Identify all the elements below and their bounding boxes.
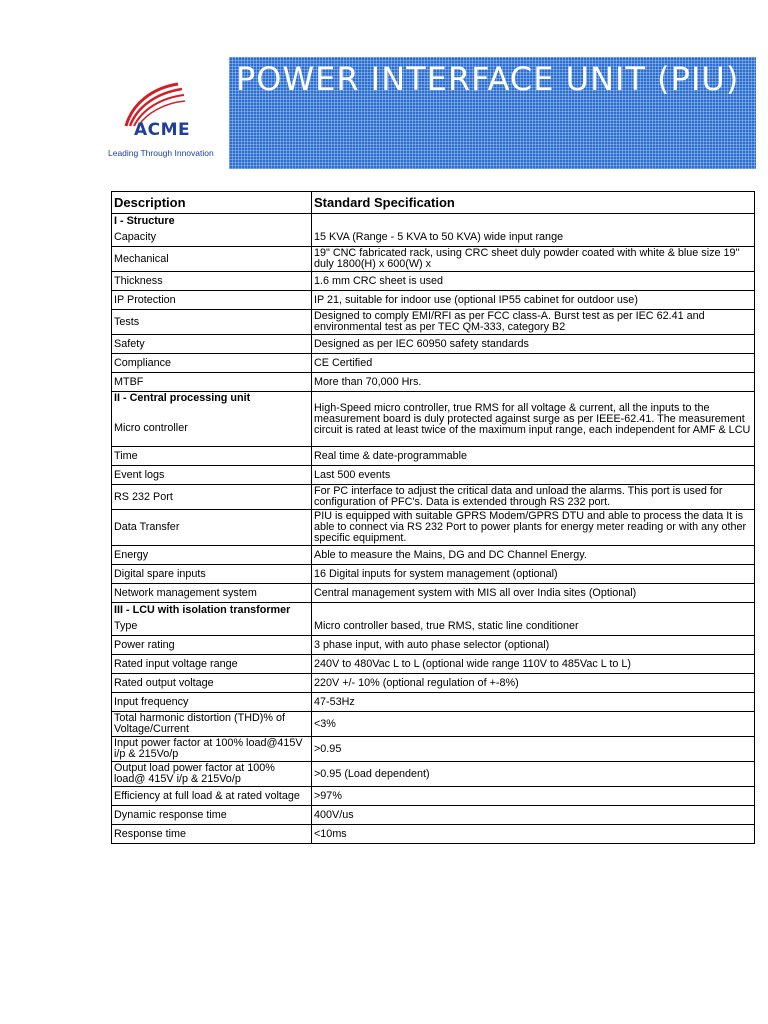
spec-label: Power rating — [112, 636, 312, 655]
spec-value: 1.6 mm CRC sheet is used — [312, 272, 755, 291]
section-header-row — [112, 392, 755, 411]
spec-label: Digital spare inputs — [112, 565, 312, 584]
section-title: II - Central processing unit — [112, 392, 312, 411]
spec-value: <3% — [312, 712, 755, 737]
spec-label: Response time — [112, 825, 312, 844]
spec-label: Capacity — [112, 228, 312, 247]
spec-value: 15 KVA (Range - 5 KVA to 50 KVA) wide input range — [312, 228, 755, 247]
spec-value: >0.95 (Load dependent) — [312, 762, 755, 787]
table-header-row — [112, 192, 755, 214]
title-banner — [229, 57, 756, 169]
company-logo — [108, 82, 228, 162]
spec-label: RS 232 Port — [112, 485, 312, 510]
spec-label: Time — [112, 447, 312, 466]
table-row — [112, 636, 755, 655]
table-row — [112, 247, 755, 272]
spec-value: 16 Digital inputs for system management (optional) — [312, 565, 755, 584]
table-row — [112, 335, 755, 354]
table-row — [112, 228, 755, 247]
section-title-spacer — [312, 603, 755, 618]
brand-name: ACME — [134, 120, 191, 140]
section-title: I - Structure — [112, 214, 312, 229]
table-row — [112, 737, 755, 762]
spec-label: Energy — [112, 546, 312, 565]
table-row — [112, 485, 755, 510]
table-row — [112, 565, 755, 584]
spec-value: High-Speed micro controller, true RMS for all voltage & current, all the inputs to the measurement board is duly protected against surge as per IEEE-62.41. The measurement circuit is rated at least twice of the maximum input range, each independent for AMF & LCU — [312, 392, 755, 447]
spec-value: Designed to comply EMI/RFI as per FCC class-A. Burst test as per IEC 62.41 and environmental test as per TEC QM-333, category B2 — [312, 310, 755, 335]
spec-value: Micro controller based, true RMS, static line conditioner — [312, 617, 755, 636]
spec-value: 240V to 480Vac L to L (optional wide range 110V to 485Vac L to L) — [312, 655, 755, 674]
spec-label: Output load power factor at 100% load@ 415V i/p & 215Vo/p — [112, 762, 312, 787]
column-header-description: Description — [112, 192, 312, 214]
section-title: III - LCU with isolation transformer — [112, 603, 312, 618]
specification-table — [111, 191, 755, 844]
spec-value: <10ms — [312, 825, 755, 844]
spec-label: Data Transfer — [112, 510, 312, 546]
table-row — [112, 693, 755, 712]
spec-label: Micro controller — [112, 410, 312, 447]
table-row — [112, 825, 755, 844]
table-row — [112, 806, 755, 825]
spec-label: Efficiency at full load & at rated voltage — [112, 787, 312, 806]
spec-value: 220V +/- 10% (optional regulation of +-8%) — [312, 674, 755, 693]
spec-label: Input frequency — [112, 693, 312, 712]
spec-value: 3 phase input, with auto phase selector (optional) — [312, 636, 755, 655]
spec-label: Safety — [112, 335, 312, 354]
table-row — [112, 546, 755, 565]
spec-value: Able to measure the Mains, DG and DC Channel Energy. — [312, 546, 755, 565]
spec-label: Dynamic response time — [112, 806, 312, 825]
section-header-row — [112, 214, 755, 229]
page-title: POWER INTERFACE UNIT (PIU) — [236, 60, 740, 98]
table-row — [112, 617, 755, 636]
table-row — [112, 291, 755, 310]
table-row — [112, 762, 755, 787]
table-row — [112, 466, 755, 485]
spec-label: IP Protection — [112, 291, 312, 310]
spec-value: Last 500 events — [312, 466, 755, 485]
spec-label: Total harmonic distortion (THD)% of Voltage/Current — [112, 712, 312, 737]
table-row — [112, 272, 755, 291]
brand-tagline: Leading Through Innovation — [108, 148, 214, 158]
table-row — [112, 373, 755, 392]
table-row — [112, 310, 755, 335]
spec-value: Designed as per IEC 60950 safety standards — [312, 335, 755, 354]
spec-value: 400V/us — [312, 806, 755, 825]
spec-label: Network management system — [112, 584, 312, 603]
table-row — [112, 787, 755, 806]
table-row — [112, 354, 755, 373]
table-row — [112, 655, 755, 674]
spec-label: Tests — [112, 310, 312, 335]
section-header-row — [112, 603, 755, 618]
spec-value: 47-53Hz — [312, 693, 755, 712]
spec-label: Type — [112, 617, 312, 636]
table-row — [112, 712, 755, 737]
spec-label: Input power factor at 100% load@415V i/p & 215Vo/p — [112, 737, 312, 762]
spec-label: Compliance — [112, 354, 312, 373]
spec-label: Mechanical — [112, 247, 312, 272]
spec-label: Rated input voltage range — [112, 655, 312, 674]
spec-value: CE Certified — [312, 354, 755, 373]
spec-value: >97% — [312, 787, 755, 806]
spec-value: More than 70,000 Hrs. — [312, 373, 755, 392]
table-row — [112, 447, 755, 466]
table-row — [112, 674, 755, 693]
spec-value: PIU is equipped with suitable GPRS Modem/GPRS DTU and able to process the data It is able to connect via RS 232 Port to power plants for energy meter reading or with any other specific equipment. — [312, 510, 755, 546]
spec-label: MTBF — [112, 373, 312, 392]
spec-value: Central management system with MIS all over India sites (Optional) — [312, 584, 755, 603]
column-header-specification: Standard Specification — [312, 192, 755, 214]
section-title-spacer — [312, 214, 755, 229]
spec-value: 19" CNC fabricated rack, using CRC sheet duly powder coated with white & blue size 19'' duly 1800(H) x 600(W) x — [312, 247, 755, 272]
spec-label: Thickness — [112, 272, 312, 291]
spec-label: Rated output voltage — [112, 674, 312, 693]
spec-value: Real time & date-programmable — [312, 447, 755, 466]
spec-value: IP 21, suitable for indoor use (optional IP55 cabinet for outdoor use) — [312, 291, 755, 310]
table-row — [112, 510, 755, 546]
spec-value: For PC interface to adjust the critical data and unload the alarms. This port is used for configuration of PFC's. Data is extended through RS 232 port. — [312, 485, 755, 510]
specification-table-body — [112, 192, 755, 844]
table-row — [112, 584, 755, 603]
spec-value: >0.95 — [312, 737, 755, 762]
spec-label: Event logs — [112, 466, 312, 485]
